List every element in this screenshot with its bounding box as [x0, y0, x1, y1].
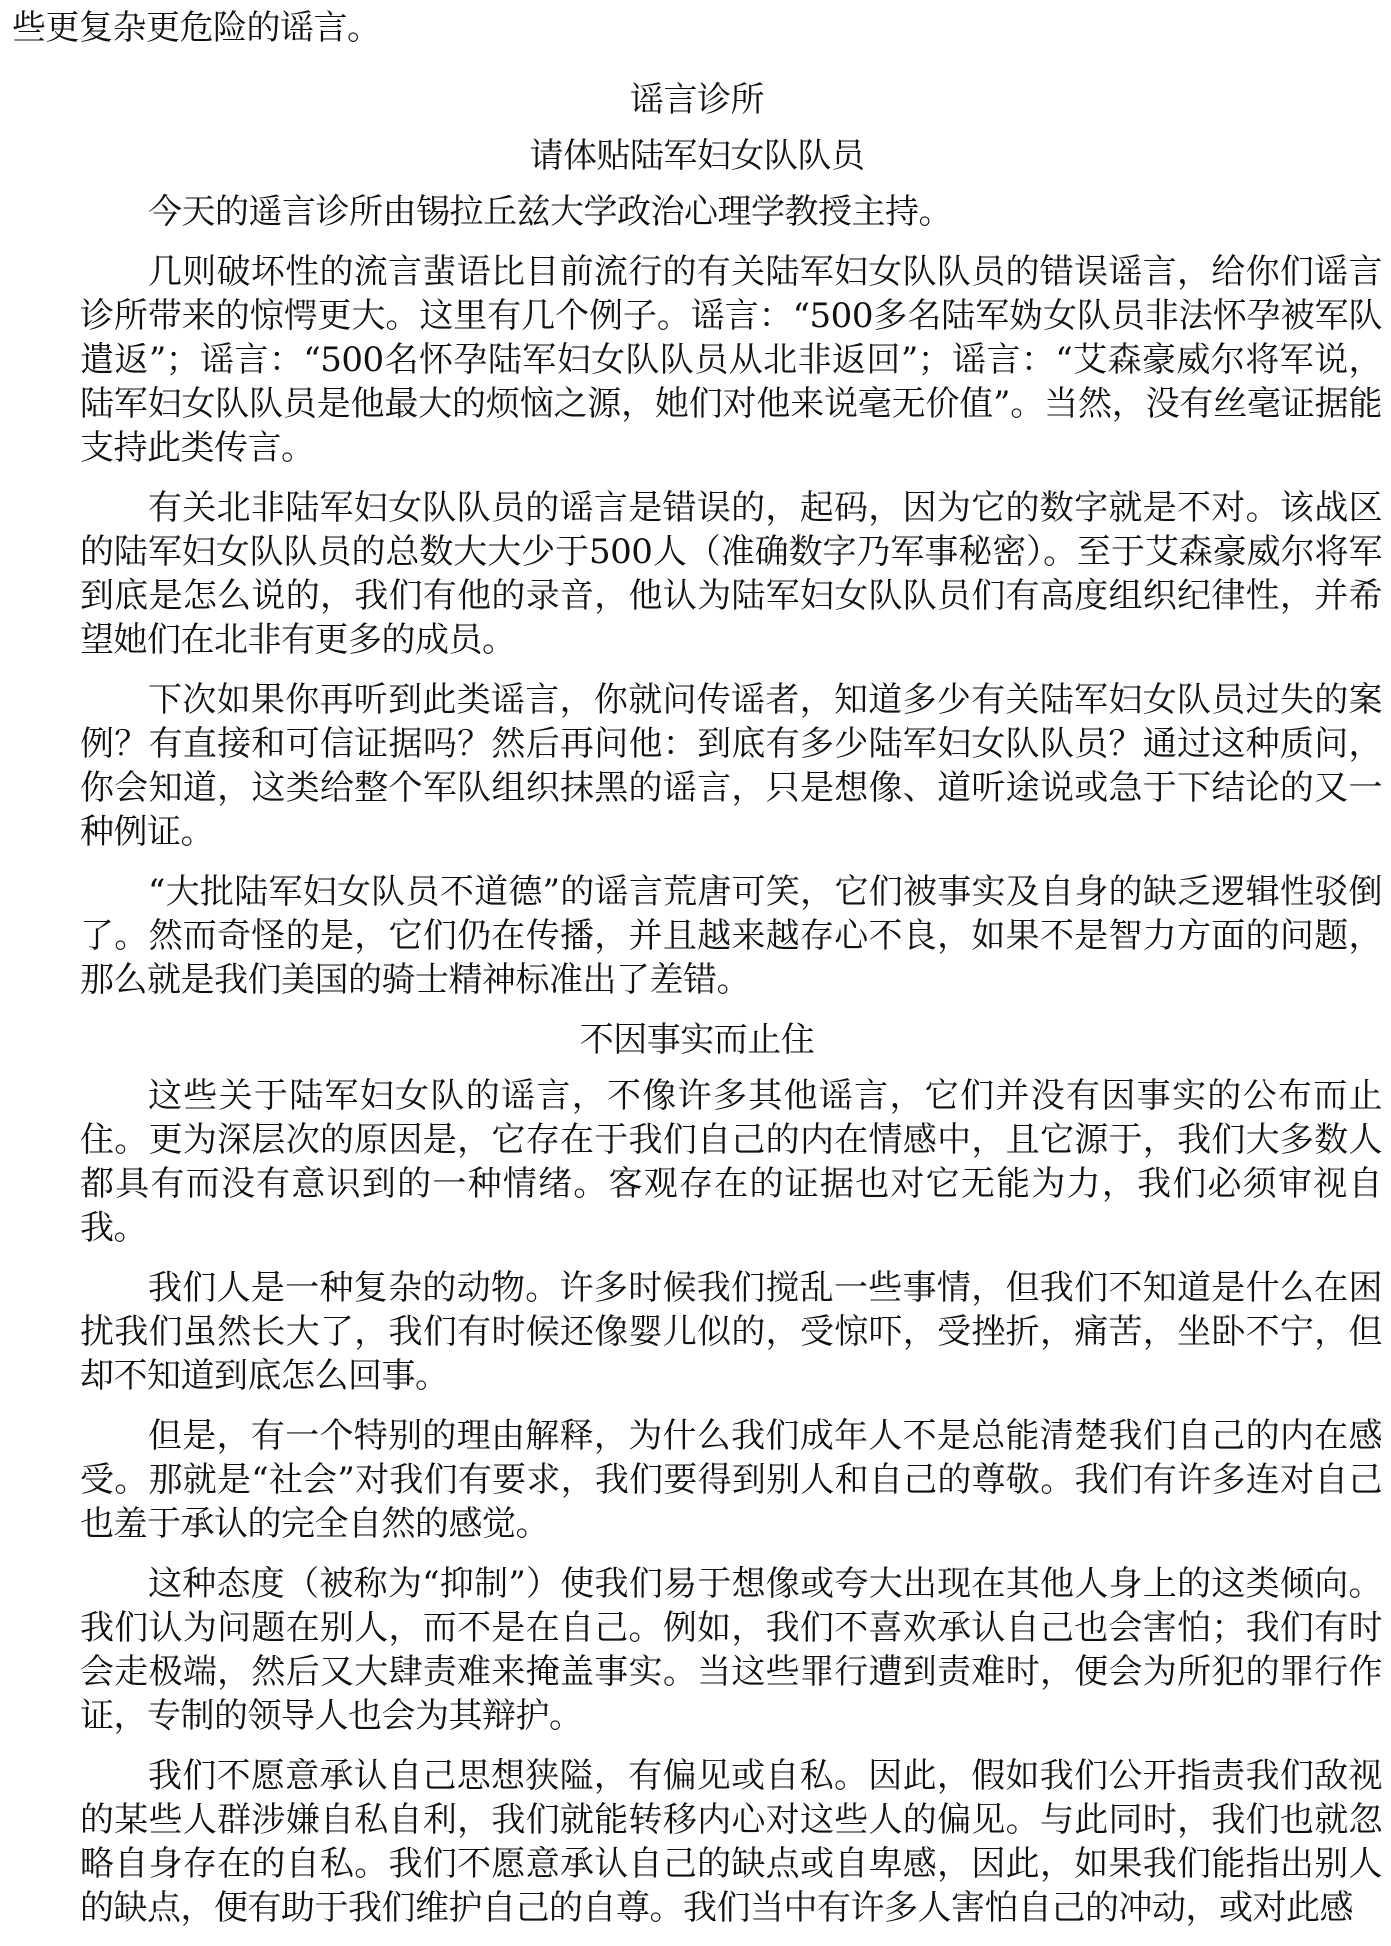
section-subtitle: 请体贴陆军妇女队队员 [529, 136, 865, 176]
document-body [12, 6, 1382, 1946]
paragraph: 今天的遥言诊所由锡拉丘兹大学政治心理学教授主持。 [148, 192, 952, 232]
section-title: 谣言诊所 [630, 80, 764, 120]
paragraph: 但是，有一个特别的理由解释，为什么我们成年人不是总能清楚我们自己的内在感受。那就是“社会”对我们有要求，我们要得到别人和自己的尊敬。我们有许多连对自己也羞于承认的完全自然的感觉。 [80, 1416, 1382, 1544]
paragraph: 有关北非陆军妇女队队员的谣言是错误的，起码，因为它的数字就是不对。该战区的陆军妇女队队员的总数大大少于500人（准确数字乃军事秘密）。至于艾森豪威尔将军到底是怎么说的，我们有他的录音，他认为陆军妇女队队员们有高度组织纪律性，并希望她们在北非有更多的成员。 [80, 488, 1382, 660]
paragraph: 这些关于陆军妇女队的谣言，不像许多其他谣言，它们并没有因事实的公布而止住。更为深层次的原因是，它存在于我们自己的内在情感中，且它源于，我们大多数人都具有而没有意识到的一种情绪。客观存在的证据也对它无能为力，我们必须审视自我。 [80, 1076, 1382, 1248]
paragraph: 我们不愿意承认自己思想狭隘，有偏见或自私。因此，假如我们公开指责我们敌视的某些人群涉嫌自私自利，我们就能转移内心对这些人的偏见。与此同时，我们也就忽略自身存在的自私。我们不愿意承认自己的缺点或自卑感，因此，如果我们能指出别人的缺点，便有助于我们维护自己的自尊。我们当中有许多人害怕自己的冲动，或对此感 [80, 1756, 1382, 1928]
paragraph: 几则破坏性的流言蜚语比目前流行的有关陆军妇女队队员的错误谣言，给你们谣言诊所带来的惊愕更大。这里有几个例子。谣言：“500多名陆军妫女队员非法怀孕被军队遣返”；谣言：“500名怀孕陆军妇女队队员从北非返回”；谣言：“艾森豪威尔将军说，陆军妇女队队员是他最大的烦恼之源，她们对他来说毫无价值”。当然，没有丝毫证据能支持此类传言。 [80, 252, 1382, 468]
paragraph: 我们人是一种复杂的动物。许多时候我们搅乱一些事情，但我们不知道是什么在困扰我们虽然长大了，我们有时候还像婴儿似的，受惊吓，受挫折，痛苦，坐卧不宁，但却不知道到底怎么回事。 [80, 1268, 1382, 1396]
lead-line: 些更复杂更危险的谣言。 [12, 8, 381, 48]
paragraph: “大批陆军妇女队员不道德”的谣言荒唐可笑，它们被事实及自身的缺乏逻辑性驳倒了。然而奇怪的是，它们仍在传播，并且越来越存心不良，如果不是智力方面的问题，那么就是我们美国的骑士精神标准出了差错。 [80, 872, 1382, 1000]
paragraph: 这种态度（被称为“抑制”）使我们易于想像或夸大出现在其他人身上的这类倾向。我们认为问题在别人，而不是在自己。例如，我们不喜欢承认自己也会害怕；我们有时会走极端，然后又大肆责难来掩盖事实。当这些罪行遭到责难时，便会为所犯的罪行作证，专制的领导人也会为其辩护。 [80, 1564, 1382, 1736]
paragraph: 下次如果你再听到此类谣言，你就问传谣者，知道多少有关陆军妇女队员过失的案例？有直接和可信证据吗？然后再问他：到底有多少陆军妇女队队员？通过这种质问，你会知道，这类给整个军队组织抹黑的谣言，只是想像、道听途说或急于下结论的又一种例证。 [80, 680, 1382, 852]
section-title: 不因事实而止住 [579, 1020, 815, 1060]
